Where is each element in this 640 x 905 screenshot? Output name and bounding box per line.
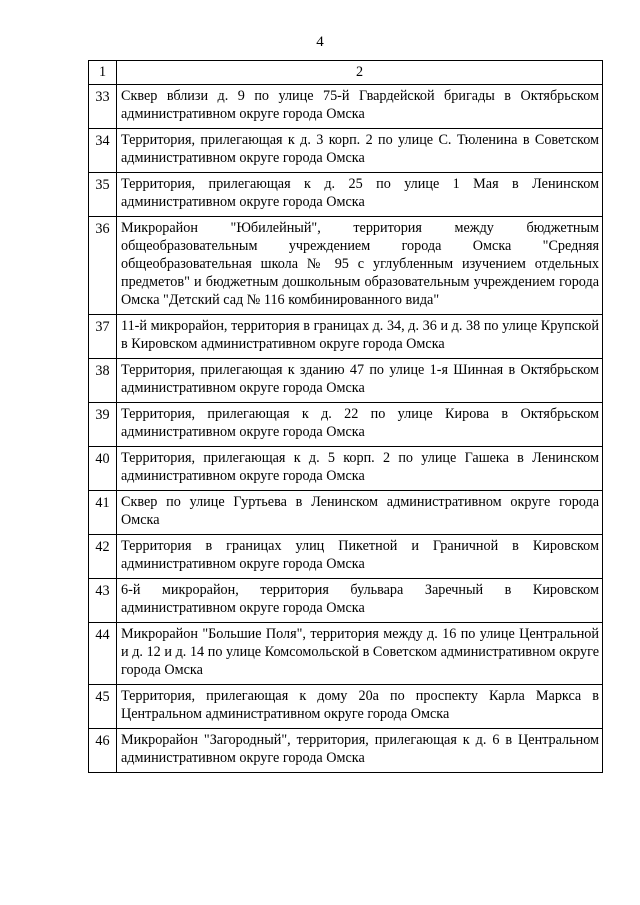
row-description: Микрорайон "Загородный", территория, прилегающая к д. 6 в Центральном административном округе города Омска: [117, 729, 603, 773]
row-description: Территория, прилегающая к д. 3 корп. 2 по улице С. Тюленина в Советском административном округе города Омска: [117, 129, 603, 173]
row-number: 44: [89, 623, 117, 685]
row-number: 43: [89, 579, 117, 623]
row-number: 40: [89, 447, 117, 491]
row-number: 33: [89, 85, 117, 129]
table-row: [89, 359, 603, 403]
row-number: 34: [89, 129, 117, 173]
row-description: 6-й микрорайон, территория бульвара Заречный в Кировском административном округе города Омска: [117, 579, 603, 623]
table-row: [89, 85, 603, 129]
table-row: [89, 315, 603, 359]
row-description: Сквер по улице Гуртьева в Ленинском административном округе города Омска: [117, 491, 603, 535]
row-number: 37: [89, 315, 117, 359]
row-number: 46: [89, 729, 117, 773]
row-description: Территория, прилегающая к д. 25 по улице 1 Мая в Ленинском административном округе города Омска: [117, 173, 603, 217]
table-row: [89, 129, 603, 173]
table-row: [89, 685, 603, 729]
table-row: [89, 579, 603, 623]
row-number: 42: [89, 535, 117, 579]
table-row: [89, 217, 603, 315]
table-header-row: [89, 61, 603, 85]
row-description: Территория, прилегающая к зданию 47 по улице 1-я Шинная в Октябрьском административном округе города Омска: [117, 359, 603, 403]
row-number: 38: [89, 359, 117, 403]
row-description: Территория в границах улиц Пикетной и Граничной в Кировском административном округе города Омска: [117, 535, 603, 579]
row-number: 36: [89, 217, 117, 315]
table-row: [89, 491, 603, 535]
row-description: Территория, прилегающая к д. 22 по улице Кирова в Октябрьском административном округе города Омска: [117, 403, 603, 447]
row-number: 35: [89, 173, 117, 217]
row-number: 41: [89, 491, 117, 535]
row-number: 39: [89, 403, 117, 447]
row-description: 11-й микрорайон, территория в границах д. 34, д. 36 и д. 38 по улице Крупской в Кировском административном округе города Омска: [117, 315, 603, 359]
row-description: Микрорайон "Большие Поля", территория между д. 16 по улице Центральной и д. 12 и д. 14 по улице Комсомольской в Советском административном округе города Омска: [117, 623, 603, 685]
row-description: Территория, прилегающая к д. 5 корп. 2 по улице Гашека в Ленинском административном округе города Омска: [117, 447, 603, 491]
row-description: Микрорайон "Юбилейный", территория между бюджетным общеобразовательным учреждением города Омска "Средняя общеобразовательная школа № 95 с углубленным изучением отдельных предметов" и бюджетным дошкольным образовательным учреждением города Омска "Детский сад № 116 комбинированного вида": [117, 217, 603, 315]
page-number: 4: [316, 34, 324, 50]
table-row: [89, 729, 603, 773]
table-row: [89, 173, 603, 217]
row-description: Территория, прилегающая к дому 20а по проспекту Карла Маркса в Центральном административном округе города Омска: [117, 685, 603, 729]
header-col-1: 1: [89, 61, 117, 85]
row-description: Сквер вблизи д. 9 по улице 75-й Гвардейской бригады в Октябрьском административном округе города Омска: [117, 85, 603, 129]
table-row: [89, 447, 603, 491]
header-col-2: 2: [117, 61, 603, 85]
table-row: [89, 623, 603, 685]
territories-table: [88, 60, 603, 773]
table-row: [89, 535, 603, 579]
table-row: [89, 403, 603, 447]
row-number: 45: [89, 685, 117, 729]
